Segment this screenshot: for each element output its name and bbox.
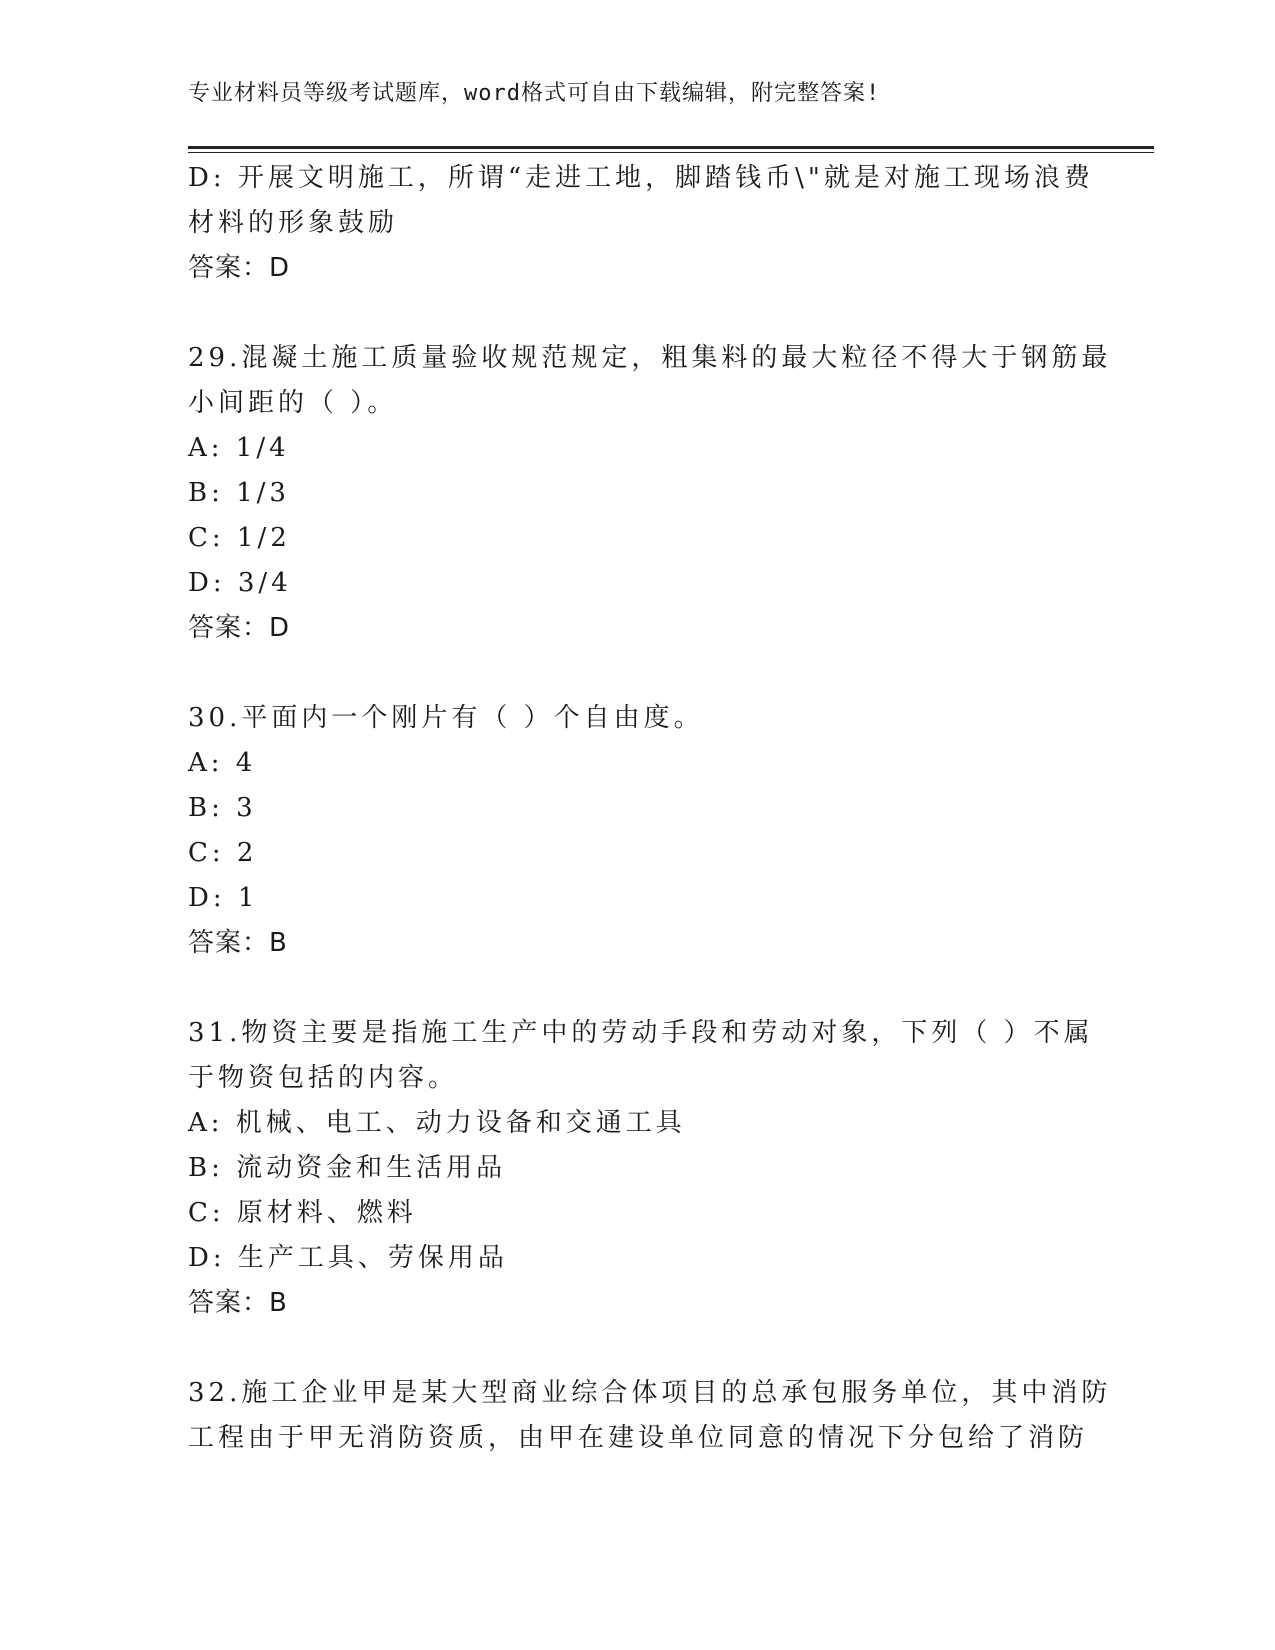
option-c: C: 1/2 [188,523,291,553]
option-d: D: 3/4 [188,568,292,598]
question-30 [188,696,1088,966]
answer: 答案：D [188,613,291,643]
answer: 答案：B [188,928,288,958]
page-header: 专业材料员等级考试题库，word格式可自由下载编辑，附完整答案! [188,81,881,106]
option-a: A: 1/4 [188,433,290,463]
option-d: D: 1 [188,883,259,913]
option-b: B: 流动资金和生活用品 [188,1153,507,1183]
option-a: A: 4 [188,748,257,778]
question-stem-continued: 于物资包括的内容。 [188,1063,459,1093]
question-29 [188,336,1112,651]
question-stem: 30.平面内一个刚片有（ ）个自由度。 [188,703,704,733]
option-c: C: 2 [188,838,258,868]
header-rule-thick [188,146,1154,149]
question-stem: 29.混凝土施工质量验收规范规定，粗集料的最大粒径不得大于钢筋最 [188,343,1112,373]
option-d-continued: 材料的形象鼓励 [188,208,399,238]
option-d: D: 开展文明施工，所谓“走进工地，脚踏钱币\"就是对施工现场浪费 [188,163,1094,193]
option-b: B: 1/3 [188,478,290,508]
option-c: C: 原材料、燃料 [188,1198,417,1228]
question-31 [188,1011,1094,1326]
question-stem-continued: 工程由于甲无消防资质，由甲在建设单位同意的情况下分包给了消防 [188,1423,1089,1453]
option-a: A: 机械、电工、动力设备和交通工具 [188,1108,686,1138]
question-32 [188,1371,1112,1461]
question-stem: 31.物资主要是指施工生产中的劳动手段和劳动对象，下列（ ）不属 [188,1018,1094,1048]
option-b: B: 3 [188,793,257,823]
answer: 答案：D [188,253,291,283]
question-stem-continued: 小间距的（ ）。 [188,388,398,418]
question-stem: 32.施工企业甲是某大型商业综合体项目的总承包服务单位，其中消防 [188,1378,1112,1408]
question-28-tail [188,156,1094,291]
answer: 答案：B [188,1288,288,1318]
header-rule-thin [188,152,1154,153]
question-content [188,156,1112,1461]
option-d: D: 生产工具、劳保用品 [188,1243,508,1273]
